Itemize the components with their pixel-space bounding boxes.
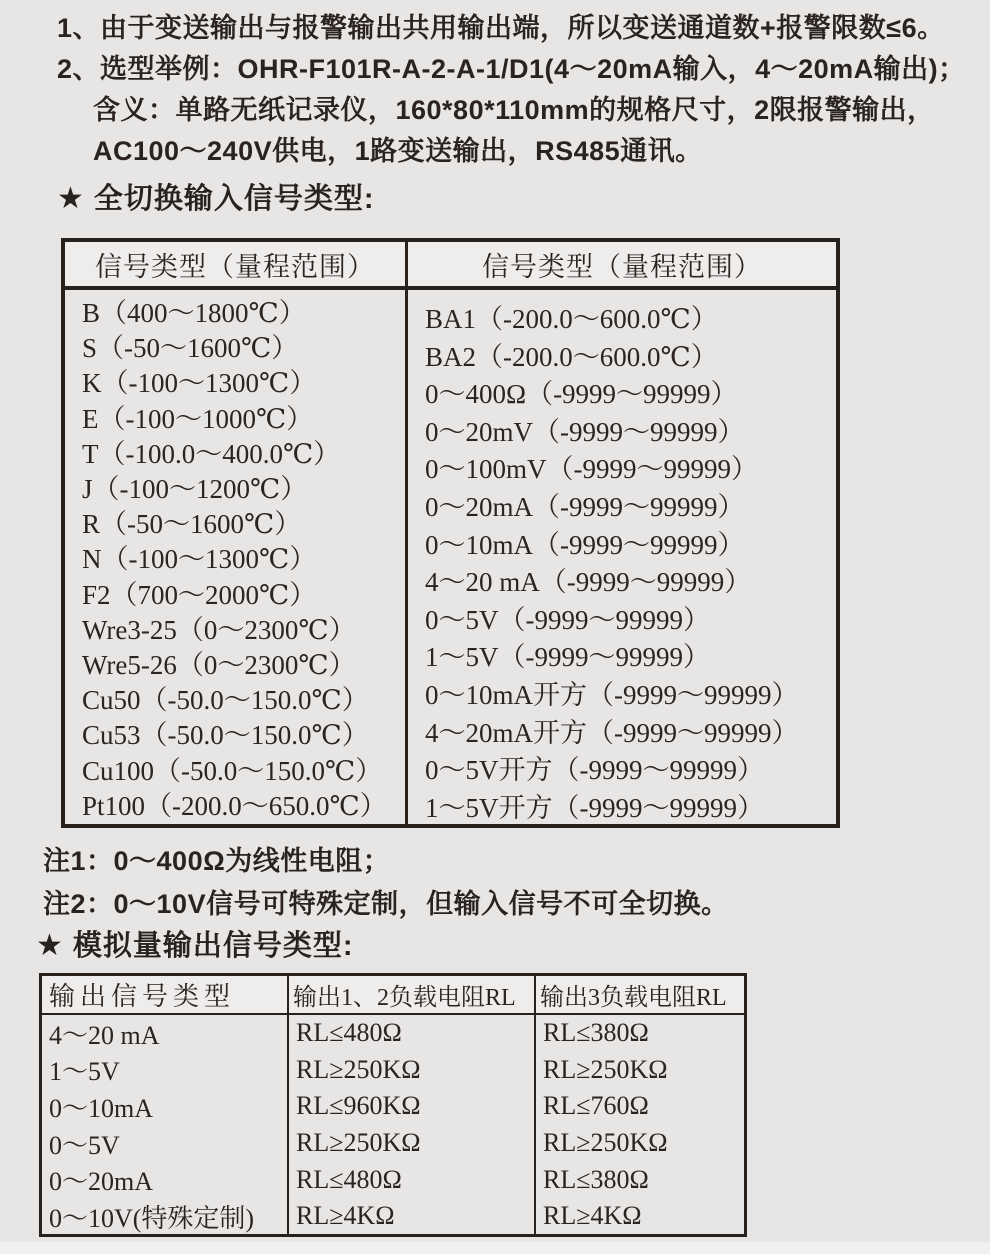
input-signal-row: S（-50～1600℃） xyxy=(82,333,299,364)
output-table-cell: RL≤480Ω xyxy=(287,1015,534,1052)
input-signal-row: 0～5V（-9999～99999） xyxy=(425,604,710,635)
output-table-cell: RL≤960KΩ xyxy=(287,1088,534,1125)
input-table-right-column xyxy=(405,242,836,824)
input-signal-row: N（-100～1300℃） xyxy=(82,544,317,575)
input-table-right-body xyxy=(408,290,836,824)
output-signal-table xyxy=(39,973,747,1237)
top-note-1: 1、由于变送输出与报警输出共用输出端，所以变送通道数+报警限数≤6。 xyxy=(57,13,945,43)
input-signal-row: 4～20mA开方（-9999～99999） xyxy=(425,717,799,748)
footnote-2: 注2：0～10V信号可特殊定制，但输入信号不可全切换。 xyxy=(43,889,729,919)
footnote-1: 注1：0～400Ω为线性电阻； xyxy=(43,846,391,876)
output-table-cell: RL≤380Ω xyxy=(534,1015,744,1052)
input-signal-row: 0～100mV（-9999～99999） xyxy=(425,454,758,485)
star-icon: ★ xyxy=(57,182,85,215)
output-table-header-signal-type: 输出信号类型 xyxy=(49,982,236,1011)
page-bottom-margin xyxy=(0,1242,990,1254)
output-table-cell: 0～20mA xyxy=(49,1167,154,1197)
output-table-header-row xyxy=(42,976,744,1015)
input-signal-row: B（400～1800℃） xyxy=(82,298,306,328)
output-table-cell: RL≤480Ω xyxy=(287,1161,534,1198)
output-table-row xyxy=(42,1015,744,1052)
output-table-row xyxy=(42,1198,744,1235)
output-table-cell: RL≥250KΩ xyxy=(287,1125,534,1162)
input-section-title: 全切换输入信号类型: xyxy=(93,183,375,215)
input-table-left-body xyxy=(65,290,405,824)
output-section-title: 模拟量输出信号类型: xyxy=(72,930,354,962)
star-icon: ★ xyxy=(36,929,64,962)
output-table-cell: RL≤760Ω xyxy=(534,1088,744,1125)
output-table-cell: RL≥250KΩ xyxy=(287,1052,534,1089)
input-signal-row: 0～5V开方（-9999～99999） xyxy=(425,755,764,786)
input-signal-row: J（-100～1200℃） xyxy=(82,474,308,505)
input-signal-row: 0～20mV（-9999～99999） xyxy=(425,416,745,447)
output-table-cell: RL≥250KΩ xyxy=(534,1125,744,1162)
input-signal-table xyxy=(61,238,840,828)
input-signal-row: R（-50～1600℃） xyxy=(82,509,302,540)
output-table-cell: RL≥250KΩ xyxy=(534,1052,744,1089)
input-table-left-column xyxy=(65,242,405,824)
input-signal-row: 0～10mA（-9999～99999） xyxy=(425,529,745,560)
input-signal-row: E（-100～1000℃） xyxy=(82,403,314,434)
output-table-header-load-1-2: 输出1、2负载电阻RL xyxy=(287,976,534,1013)
input-signal-row: Wre5-26（0～2300℃） xyxy=(82,650,356,681)
input-signal-row: F2（700～2000℃） xyxy=(82,579,317,610)
output-table-cell: 0～5V xyxy=(49,1130,120,1160)
input-signal-row: K（-100～1300℃） xyxy=(82,368,317,399)
output-table-row xyxy=(42,1161,744,1198)
top-note-2-line-1: 2、选型举例：OHR-F101R-A-2-A-1/D1(4～20mA输入，4～20mA输出)； xyxy=(57,54,966,84)
input-signal-row: T（-100.0～400.0℃） xyxy=(82,438,341,469)
input-signal-row: Cu53（-50.0～150.0℃） xyxy=(82,720,369,751)
input-signal-row: Cu100（-50.0～150.0℃） xyxy=(82,755,383,786)
output-table-header-load-3: 输出3负载电阻RL xyxy=(534,976,744,1013)
output-section-heading xyxy=(36,929,354,963)
output-table-cell: 0～10mA xyxy=(49,1093,154,1123)
output-table-row xyxy=(42,1052,744,1089)
output-table-cell: 4～20 mA xyxy=(49,1020,160,1050)
input-signal-row: BA1（-200.0～600.0℃） xyxy=(425,304,718,334)
top-note-2-line-3: AC100～240V供电，1路变送输出，RS485通讯。 xyxy=(93,136,703,166)
input-section-heading xyxy=(57,182,375,216)
output-table-row xyxy=(42,1088,744,1125)
input-signal-row: 0～10mA开方（-9999～99999） xyxy=(425,679,799,710)
input-signal-row: Wre3-25（0～2300℃） xyxy=(82,614,356,645)
input-signal-row: Cu50（-50.0～150.0℃） xyxy=(82,685,369,716)
input-signal-row: 4～20 mA（-9999～99999） xyxy=(425,567,752,598)
input-table-header-left: 信号类型（量程范围） xyxy=(65,242,405,290)
input-table-header-right: 信号类型（量程范围） xyxy=(408,242,836,290)
input-signal-row: 1～5V开方（-9999～99999） xyxy=(425,792,764,823)
input-signal-row: BA2（-200.0～600.0℃） xyxy=(425,341,718,372)
top-note-2-line-2: 含义：单路无纸记录仪，160*80*110mm的规格尺寸，2限报警输出， xyxy=(93,95,935,125)
input-signal-row: 0～20mA（-9999～99999） xyxy=(425,491,745,522)
input-signal-row: 1～5V（-9999～99999） xyxy=(425,642,710,673)
input-signal-row: Pt100（-200.0～650.0℃） xyxy=(82,790,387,821)
output-table-cell: 1～5V xyxy=(49,1057,120,1087)
output-table-cell: RL≤380Ω xyxy=(534,1161,744,1198)
output-table-cell: RL≥4KΩ xyxy=(287,1198,534,1235)
output-table-row xyxy=(42,1125,744,1162)
output-table-cell: RL≥4KΩ xyxy=(534,1198,744,1235)
output-table-cell: 0～10V(特殊定制) xyxy=(49,1203,255,1233)
output-table-body xyxy=(42,1015,744,1235)
input-signal-row: 0～400Ω（-9999～99999） xyxy=(425,379,738,410)
